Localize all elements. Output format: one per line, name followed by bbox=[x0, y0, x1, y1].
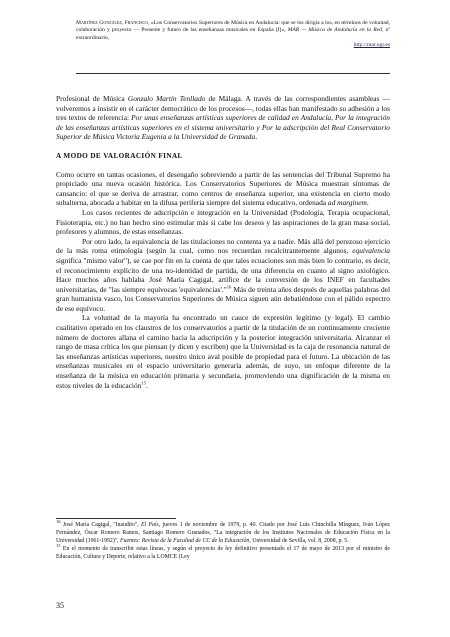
footnote bbox=[56, 543, 390, 562]
text-run: Profesional de Música bbox=[56, 94, 128, 103]
latin-phrase: ad marginem bbox=[327, 198, 367, 208]
paragraph bbox=[56, 237, 390, 314]
page-number: 35 bbox=[56, 601, 64, 610]
header-journal: MAR — Música de Andalucía en la Red bbox=[287, 27, 382, 34]
footnote bbox=[56, 519, 390, 545]
text-run: Más de treinta años después de aquellas palabras del gran humanista vasco, los Conservatorios Superiores de Música siguen aún debatiéndose con el pálido espectro de ese equívoco. bbox=[56, 284, 390, 313]
document-titles: Por unas enseñanzas artísticas superiores de calidad en Andalucía, Por la integración de las enseñanzas artísticas superiores en el sistema universitario y Por la adscripción del Real Conservatorio Superior de Música Victoria Eugenia a la Universidad de Granada bbox=[56, 113, 390, 142]
person-name: Gonzalo Martín Tenllado bbox=[127, 94, 206, 103]
footnotes bbox=[56, 519, 390, 563]
text-run: , Universidad de Sevilla, vol. 8, 2008, p. 5. bbox=[249, 537, 349, 544]
text-run: En el momento de transcribir estas líneas, y según el proyecto de ley definitivo presentado el 17 de mayo de 2013 por el ministro de Educación, Cultura y Deporte, relativo a la LOMCE (Ley bbox=[56, 546, 390, 561]
header-url-link[interactable]: http://mar.ugr.es bbox=[353, 42, 390, 49]
header-author: Martínez González, Francisco bbox=[76, 20, 148, 26]
text-run: . bbox=[255, 132, 258, 142]
paragraph bbox=[56, 170, 390, 208]
text-run: . bbox=[366, 198, 369, 208]
header-title: «Los Conservatorios Superiores de Música en Andalucía: que se los dirigía a los, en términos de voluntad, colaboración y proyecto — Presente y futuro de las enseñanzas musicales en España [I]» bbox=[76, 20, 391, 34]
text-run: significa "mismo valor"), se cae por fin en la cuenta de que tales ecuaciones son más bien lo contrario, es decir, el reconocimiento explícito de una no-identidad de partida, de una diferencia en cuanto al signo axiológico. Hace muchos años hablaba José María Cagigal, artífice de la conversión de los INEF en facultades universitarias, de "las siempre equívocas 'equivalencias'." bbox=[56, 255, 390, 294]
footnote-rule bbox=[56, 518, 176, 519]
text-run: Por otro lado, la equivalencia de las titulaciones no contenta ya a nadie. Más allá del perezoso ejercicio de la más roma etimología (según la cual, como nos recuerdan recalcitrantemente algunos, bbox=[56, 236, 390, 256]
footnote-marker[interactable]: 15 bbox=[141, 380, 146, 386]
footnote-number: 16 bbox=[56, 519, 61, 525]
text-run: de Málaga. A través de las correspondientes asambleas —volveremos a insistir en el carácter democrático de los procesos—, todas ellas han manifestado su adhesión a los tres textos de referencia: bbox=[56, 94, 390, 123]
running-header: Martínez González, Francisco, «Los Conservatorios Superiores de Música en Andalucía: que se los dirigía a los, en términos de voluntad, colaboración y proyecto — Presente y futuro de las enseñanzas musicales en España [I]», MAR — Música de Andalucía en la Red, nº extraordinario, http://mar.ugr.es bbox=[76, 20, 391, 49]
text-run: La voluntad de la mayoría ha encontrado un cauce de expresión legítimo (y legal). El cambio cualitativo operado en los claustros de los conservatorios a partir de la titulación de un continuamente creciente número de doctores allana el camino hacia la adscripción y la posterior integración universitaria. Alcanzar el rango de masa crítica los que piensan (y dicen y escriben) que la Universidad es la caja de resonancia natural de las enseñanzas artísticas superiores, nuestro único aval posible de propiedad para el futuro. La ubicación de las enseñanzas musicales en el espacio universitario generaría además, de suyo, un enfoque diferente de la enseñanza de la música en educación primaria y secundaria, promoviendo una dignificación de la misma en estos niveles de la educación bbox=[56, 313, 390, 390]
header-tail: , nº extraordinario, bbox=[76, 27, 390, 41]
paragraph: Los casos recientes de adscripción e integración en la Universidad (Podología, Terapia ocupacional, Fisioterapia, etc.) no han hecho sino estimular más si cabe los deseos y las aspiraciones de la gran masa social, profesores y alumnos, de estas enseñanzas. bbox=[56, 207, 390, 237]
paragraph bbox=[56, 313, 390, 390]
section-heading: A MODO DE VALORACIÓN FINAL bbox=[56, 151, 183, 160]
paragraph bbox=[56, 94, 390, 142]
publication-title: El País bbox=[141, 522, 159, 528]
header-comma: , bbox=[148, 20, 151, 26]
text-run: Como ocurre en tantas ocasiones, el desengaño sobreviendo a partir de las sentencias del Tribunal Supremo ha propiciado una nueva ocasión histórica. Los Conservatorios Superiores de Música muestran síntomas de cansancio: el que se deriva de arrastrar, como centros de enseñanza superior, una existencia en cierto modo subalterna, abocada a habitar en la difusa periferia siempre del sistema educativo, ordenada bbox=[56, 169, 390, 208]
main-text bbox=[56, 94, 390, 390]
emphasized-word: equivalencia bbox=[352, 246, 390, 256]
footnote-marker[interactable]: 16 bbox=[226, 284, 232, 290]
text-run: . bbox=[145, 380, 148, 390]
header-rule bbox=[76, 73, 390, 74]
publication-title: Fuentes: Revista de la Facultad de CC de la Educación bbox=[120, 537, 250, 544]
text-run: , jueves 1 de noviembre de 1979, p. 40. Citado por José Luis Chinchilla Mínguez, Iván López Fernández, Óscar Romero Ramos, Santiago Romero Granados, "La integración de los Institutos Nacionales de Educación Física en la Universidad (1961-1992)", bbox=[56, 522, 390, 544]
footnote-number: 15 bbox=[56, 543, 61, 549]
text-run: José María Cagigal, "Inaudito", bbox=[60, 522, 142, 528]
